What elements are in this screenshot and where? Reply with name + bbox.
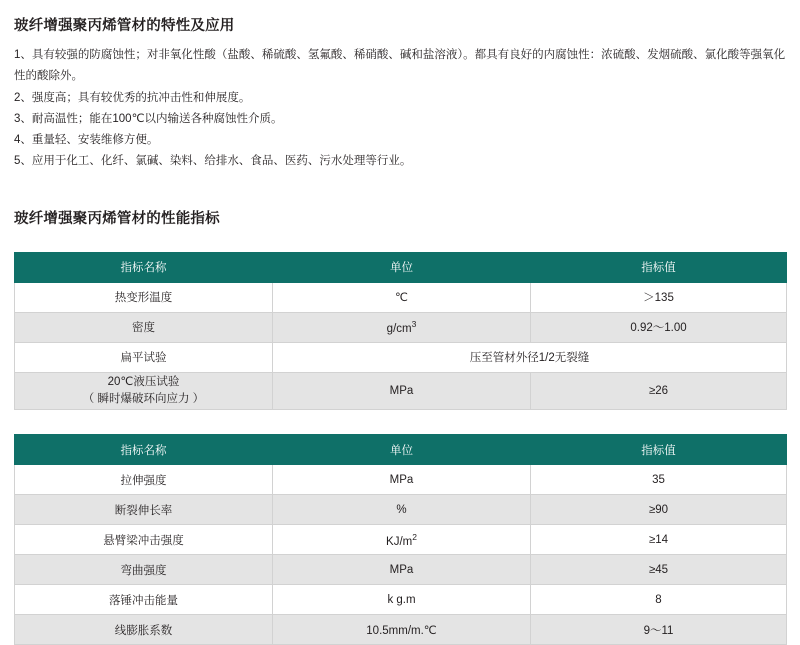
cell-name: 弯曲强度 bbox=[15, 555, 273, 585]
spacer bbox=[14, 410, 786, 434]
cell-name: 断裂伸长率 bbox=[15, 495, 273, 525]
cell-unit: % bbox=[273, 495, 531, 525]
cell-name: 线膨胀系数 bbox=[15, 615, 273, 645]
cell-value: ≥26 bbox=[531, 372, 787, 410]
list-item: 2、强度高；具有较优秀的抗冲击性和伸展度。 bbox=[14, 91, 251, 104]
cell-unit: ℃ bbox=[273, 282, 531, 312]
spacer bbox=[14, 238, 786, 252]
cell-value: 8 bbox=[531, 585, 787, 615]
feature-list bbox=[14, 45, 786, 173]
cell-unit: MPa bbox=[273, 555, 531, 585]
cell-name: 密度 bbox=[15, 312, 273, 342]
table-row bbox=[15, 615, 787, 645]
list-item: 5、应用于化工、化纤、氯碱、染料、给排水、食品、医药、污水处理等行业。 bbox=[14, 155, 412, 168]
cell-unit bbox=[273, 525, 531, 555]
cell-name: 拉伸强度 bbox=[15, 465, 273, 495]
cell-unit bbox=[273, 312, 531, 342]
cell-unit: MPa bbox=[273, 372, 531, 410]
list-item: 1、具有较强的防腐蚀性；对非氧化性酸（盐酸、稀硫酸、氢氟酸、稀硝酸、碱和盐溶液）。都具有良好的内腐蚀性：浓硫酸、发烟硫酸、氯化酸等强氧化性的酸除外。 bbox=[14, 49, 786, 83]
cell-unit-superscript: 2 bbox=[412, 531, 417, 542]
table-row bbox=[15, 555, 787, 585]
column-header-unit: 单位 bbox=[273, 435, 531, 465]
section-title-specs: 玻纤增强聚丙烯管材的性能指标 bbox=[14, 210, 220, 227]
table-row bbox=[15, 495, 787, 525]
column-header-value: 指标值 bbox=[531, 435, 787, 465]
cell-name: 热变形温度 bbox=[15, 282, 273, 312]
cell-value: ≥14 bbox=[531, 525, 787, 555]
spacer bbox=[14, 173, 786, 203]
cell-value: ≥45 bbox=[531, 555, 787, 585]
cell-value: ≥90 bbox=[531, 495, 787, 525]
cell-merged-value: 压至管材外径1/2无裂缝 bbox=[273, 342, 787, 372]
cell-name: 扁平试验 bbox=[15, 342, 273, 372]
cell-name: 落锤冲击能量 bbox=[15, 585, 273, 615]
list-item: 4、重量轻、安装维修方便。 bbox=[14, 134, 159, 147]
cell-value: 35 bbox=[531, 465, 787, 495]
cell-value: 9～11 bbox=[531, 615, 787, 645]
cell-name-line1: 20℃液压试验 bbox=[107, 375, 180, 388]
cell-name-line2: （ 瞬时爆破环向应力 ） bbox=[82, 392, 205, 405]
spec-table-primary bbox=[14, 252, 787, 411]
page-title: 玻纤增强聚丙烯管材的特性及应用 bbox=[14, 18, 235, 34]
list-item: 3、耐高温性；能在100℃以内输送各种腐蚀性介质。 bbox=[14, 112, 283, 125]
cell-value: 0.92～1.00 bbox=[531, 312, 787, 342]
table-row bbox=[15, 372, 787, 410]
column-header-name: 指标名称 bbox=[15, 252, 273, 282]
spec-table-secondary bbox=[14, 434, 787, 645]
table-row bbox=[15, 465, 787, 495]
table-header-row bbox=[15, 252, 787, 282]
table-row bbox=[15, 342, 787, 372]
table-row bbox=[15, 282, 787, 312]
cell-unit-text: KJ/m bbox=[386, 535, 413, 548]
cell-unit-superscript: 3 bbox=[411, 319, 417, 330]
column-header-value: 指标值 bbox=[531, 252, 787, 282]
cell-value: ＞135 bbox=[531, 282, 787, 312]
table-row bbox=[15, 525, 787, 555]
cell-unit-text: g/cm bbox=[386, 323, 412, 335]
table-header-row bbox=[15, 435, 787, 465]
column-header-name: 指标名称 bbox=[15, 435, 273, 465]
cell-name bbox=[15, 372, 273, 410]
cell-unit: MPa bbox=[273, 465, 531, 495]
table-row bbox=[15, 585, 787, 615]
cell-name: 悬臂梁冲击强度 bbox=[15, 525, 273, 555]
table-row bbox=[15, 312, 787, 342]
cell-unit: 10.5mm/m.℃ bbox=[273, 615, 531, 645]
column-header-unit: 单位 bbox=[273, 252, 531, 282]
cell-unit: k g.m bbox=[273, 585, 531, 615]
